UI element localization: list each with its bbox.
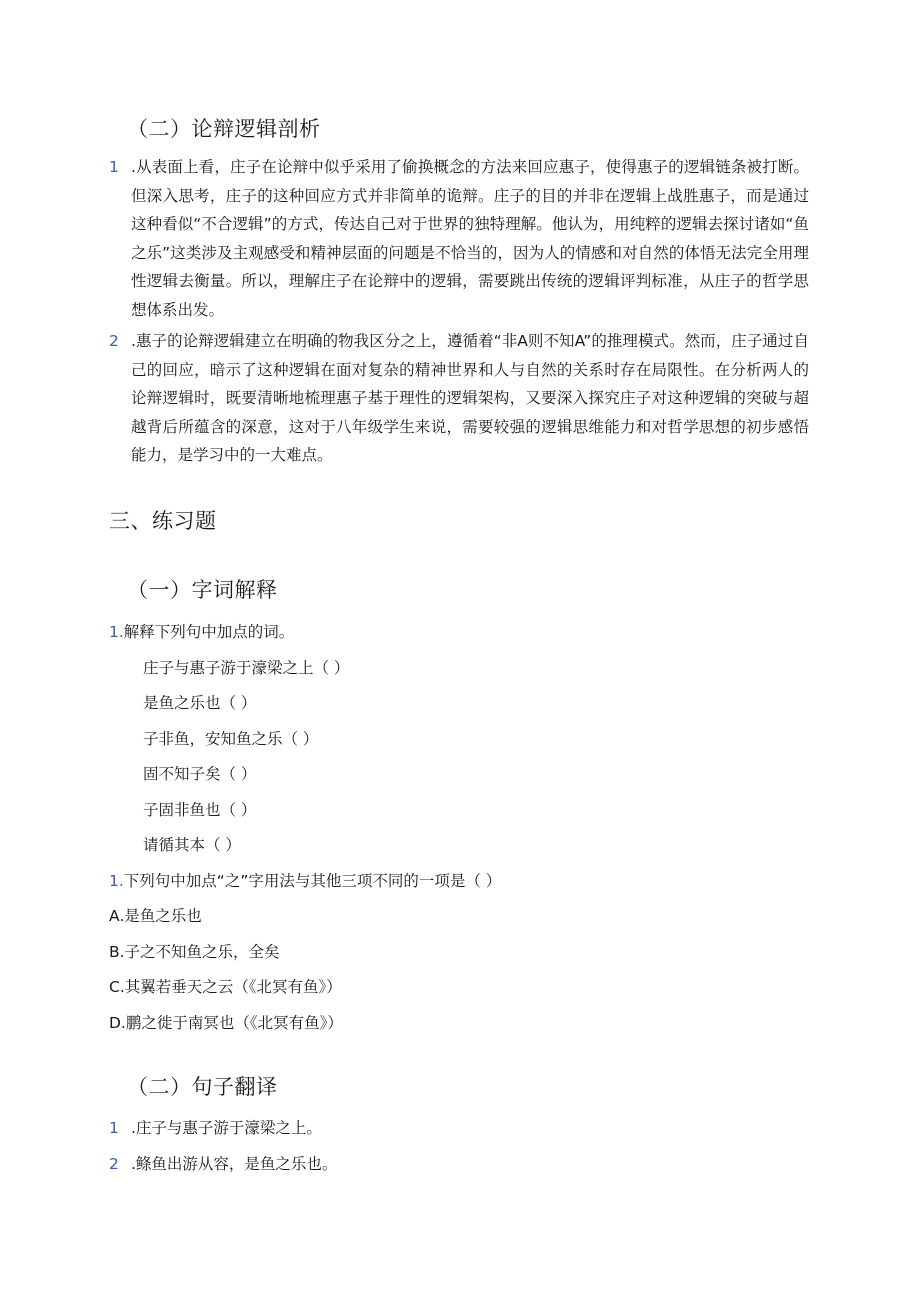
question-text: 解释下列句中加点的词。 bbox=[123, 623, 295, 641]
question-number: 1. bbox=[109, 623, 124, 641]
question-text: 下列句中加点“之”字用法与其他三项不同的一项是（ ） bbox=[123, 872, 502, 890]
heading-word-explanation: （一）字词解释 bbox=[127, 578, 278, 602]
item-text: .庄子与惠子游于濠梁之上。 bbox=[131, 1119, 322, 1137]
item-number: 1 bbox=[109, 1119, 119, 1137]
paragraph-text: .惠子的论辩逻辑建立在明确的物我区分之上，遵循着“非A则不知A”的推理模式。然而，庄子通过自己的回应，暗示了这种逻辑在面对复杂的精神世界和人与自然的关系时存在局限性。在分析两人的论辩逻辑时，既要清晰地梳理惠子基于理性的逻辑架构，又要深入探究庄子对这种逻辑的突破与超越背后所蕴含的深意，这对于八年级学生来说，需要较强的逻辑思维能力和对哲学思想的初步感悟能力，是学习中的一大难点。 bbox=[131, 332, 809, 464]
item-number: 2 bbox=[109, 1155, 119, 1173]
question-2 bbox=[109, 869, 501, 891]
list-item bbox=[109, 1152, 337, 1174]
heading-sentence-translation: （二）句子翻译 bbox=[127, 1075, 278, 1099]
sub-item: 子固非鱼也（ ） bbox=[143, 801, 257, 819]
option-b: B.子之不知鱼之乐，全矣 bbox=[109, 943, 280, 961]
item-number: 2 bbox=[109, 332, 119, 350]
sub-item: 是鱼之乐也（ ） bbox=[143, 694, 257, 712]
item-text: .鲦鱼出游从容，是鱼之乐也。 bbox=[131, 1155, 338, 1173]
sub-item: 庄子与惠子游于濠梁之上（ ） bbox=[143, 659, 350, 677]
heading-debate-logic: （二）论辩逻辑剖析 bbox=[127, 117, 321, 141]
option-d: D.鹏之徙于南冥也（《北冥有鱼》） bbox=[109, 1014, 343, 1032]
sub-item: 固不知子矣（ ） bbox=[143, 765, 257, 783]
heading-exercises: 三、练习题 bbox=[109, 509, 217, 533]
sub-item: 子非鱼，安知鱼之乐（ ） bbox=[143, 730, 319, 748]
sub-item: 请循其本（ ） bbox=[143, 836, 241, 854]
question-1 bbox=[109, 620, 294, 642]
option-c: C.其翼若垂天之云（《北冥有鱼》） bbox=[109, 978, 342, 996]
item-number: 1 bbox=[109, 158, 119, 176]
paragraph-text: .从表面上看，庄子在论辩中似乎采用了偷换概念的方法来回应惠子，使得惠子的逻辑链条被打断。但深入思考，庄子的这种回应方式并非简单的诡辩。庄子的目的并非在逻辑上战胜惠子，而是通过这种看似“不合逻辑”的方式，传达自己对于世界的独特理解。他认为，用纯粹的逻辑去探讨诸如“鱼之乐”这类涉及主观感受和精神层面的问题是不恰当的，因为人的情感和对自然的体悟无法完全用理性逻辑去衡量。所以，理解庄子在论辩中的逻辑，需要跳出传统的逻辑评判标准，从庄子的哲学思想体系出发。 bbox=[131, 158, 809, 319]
list-item bbox=[109, 1116, 322, 1138]
list-item bbox=[109, 327, 809, 470]
question-number: 1. bbox=[109, 872, 124, 890]
list-item bbox=[109, 153, 809, 324]
option-a: A.是鱼之乐也 bbox=[109, 907, 202, 925]
